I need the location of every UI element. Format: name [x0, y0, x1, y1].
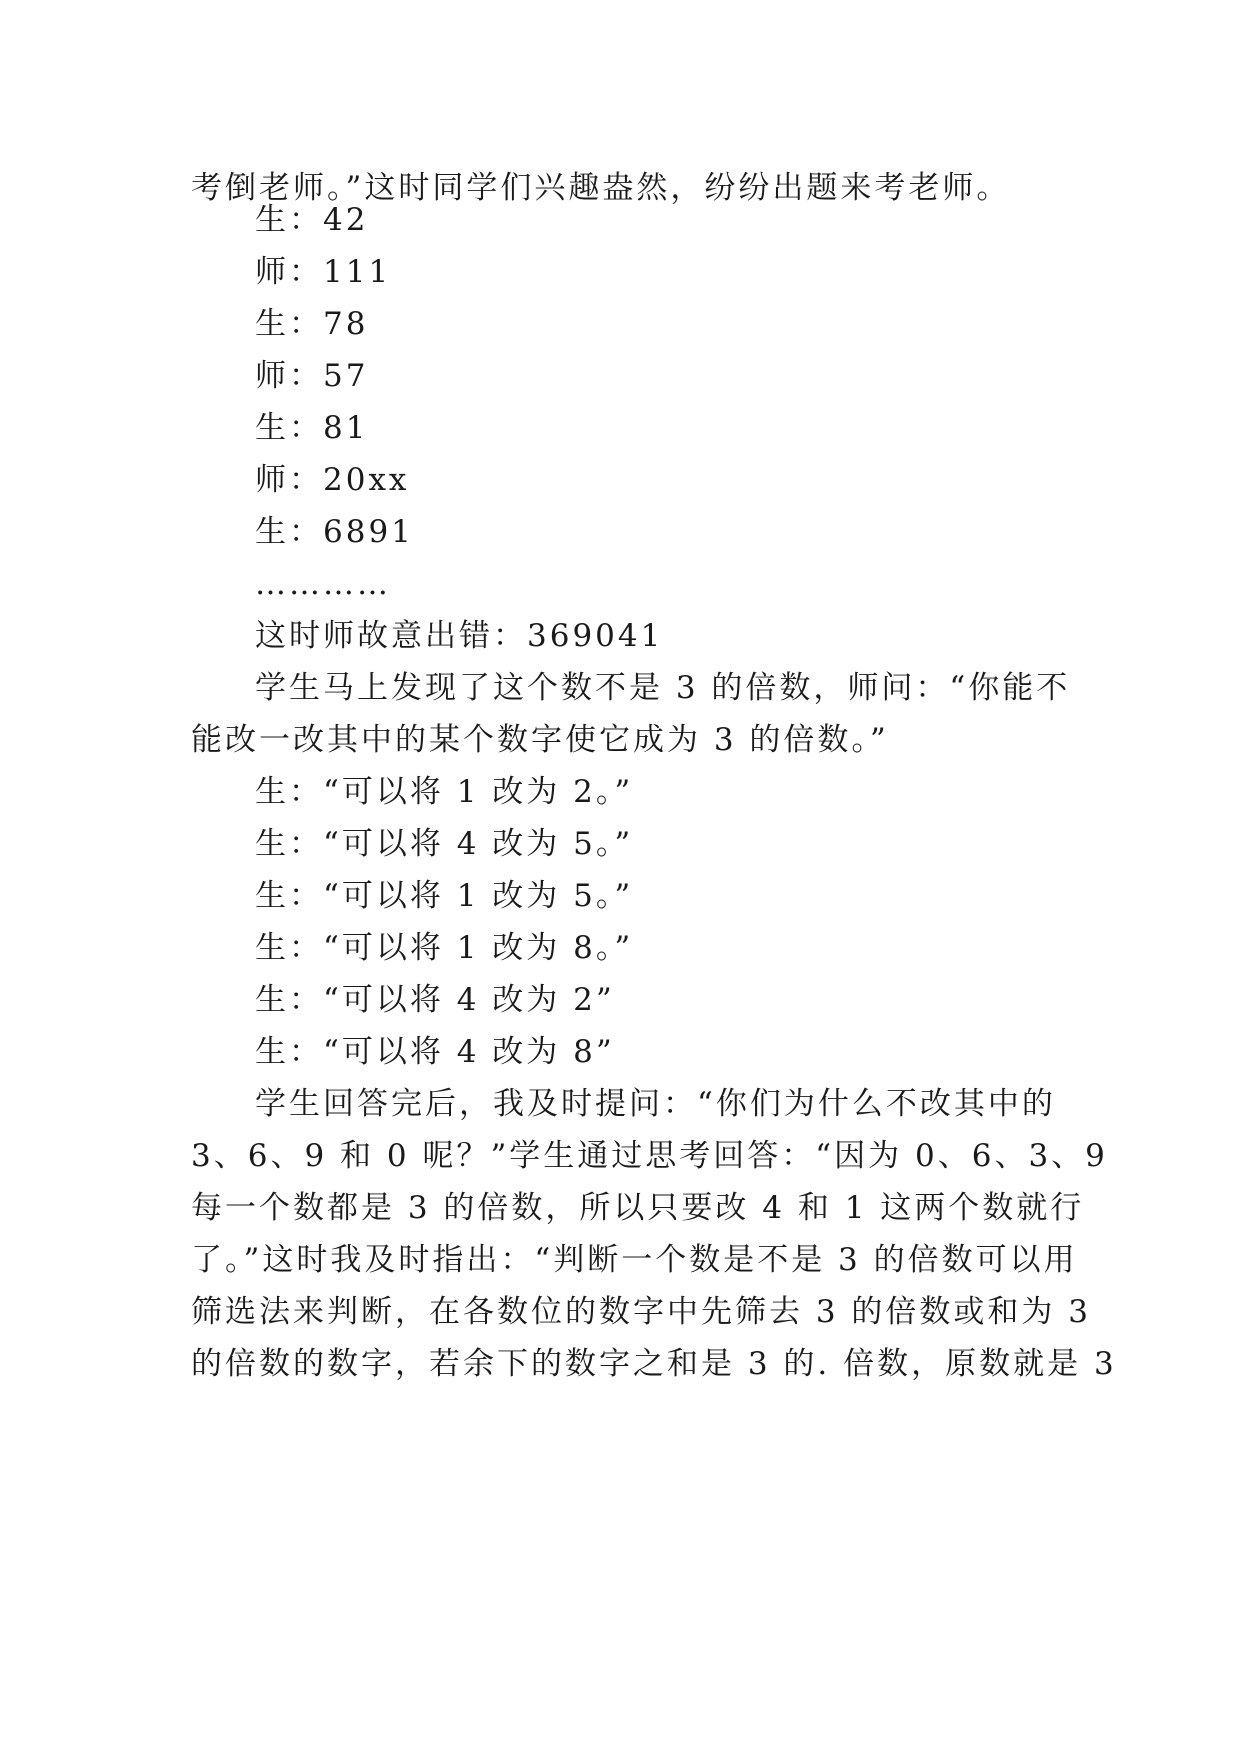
paragraph-line-8: 筛选法来判断，在各数位的数字中先筛去 3 的倍数或和为 3: [191, 1294, 1092, 1330]
paragraph-line-2: 学生马上发现了这个数不是 3 的倍数，师问：“你能不: [255, 670, 1071, 706]
answer-line-1: 生：“可以将 1 改为 2。”: [255, 774, 634, 810]
dialogue-line-student-2: 生：78: [255, 306, 369, 342]
dialogue-line-teacher-2: 师：57: [255, 358, 369, 394]
dialogue-line-student-1: 生：42: [255, 202, 369, 238]
answer-line-4: 生：“可以将 1 改为 8。”: [255, 930, 634, 966]
ellipsis-line: …………: [255, 566, 391, 602]
answer-line-2: 生：“可以将 4 改为 5。”: [255, 826, 634, 862]
paragraph-line-1: 考倒老师。”这时同学们兴趣盎然，纷纷出题来考老师。: [191, 170, 1011, 206]
dialogue-line-student-4: 生：6891: [255, 514, 414, 550]
teacher-mistake-line: 这时师故意出错：369041: [255, 618, 664, 654]
answer-line-6: 生：“可以将 4 改为 8”: [255, 1034, 615, 1070]
answer-line-5: 生：“可以将 4 改为 2”: [255, 982, 615, 1018]
dialogue-line-student-3: 生：81: [255, 410, 369, 446]
dialogue-line-teacher-3: 师：20xx: [255, 462, 410, 498]
paragraph-line-6: 每一个数都是 3 的倍数，所以只要改 4 和 1 这两个数就行: [191, 1190, 1085, 1226]
paragraph-line-9: 的倍数的数字，若余下的数字之和是 3 的. 倍数，原数就是 3: [191, 1346, 1117, 1382]
paragraph-line-5: 3、6、9 和 0 呢？”学生通过思考回答：“因为 0、6、3、9: [191, 1138, 1108, 1174]
answer-line-3: 生：“可以将 1 改为 5。”: [255, 878, 634, 914]
paragraph-line-7: 了。”这时我及时指出：“判断一个数是不是 3 的倍数可以用: [191, 1242, 1078, 1278]
dialogue-line-teacher-1: 师：111: [255, 254, 392, 290]
paragraph-line-3: 能改一改其中的某个数字使它成为 3 的倍数。”: [191, 722, 889, 758]
paragraph-line-4: 学生回答完后，我及时提问：“你们为什么不改其中的: [255, 1086, 1056, 1122]
